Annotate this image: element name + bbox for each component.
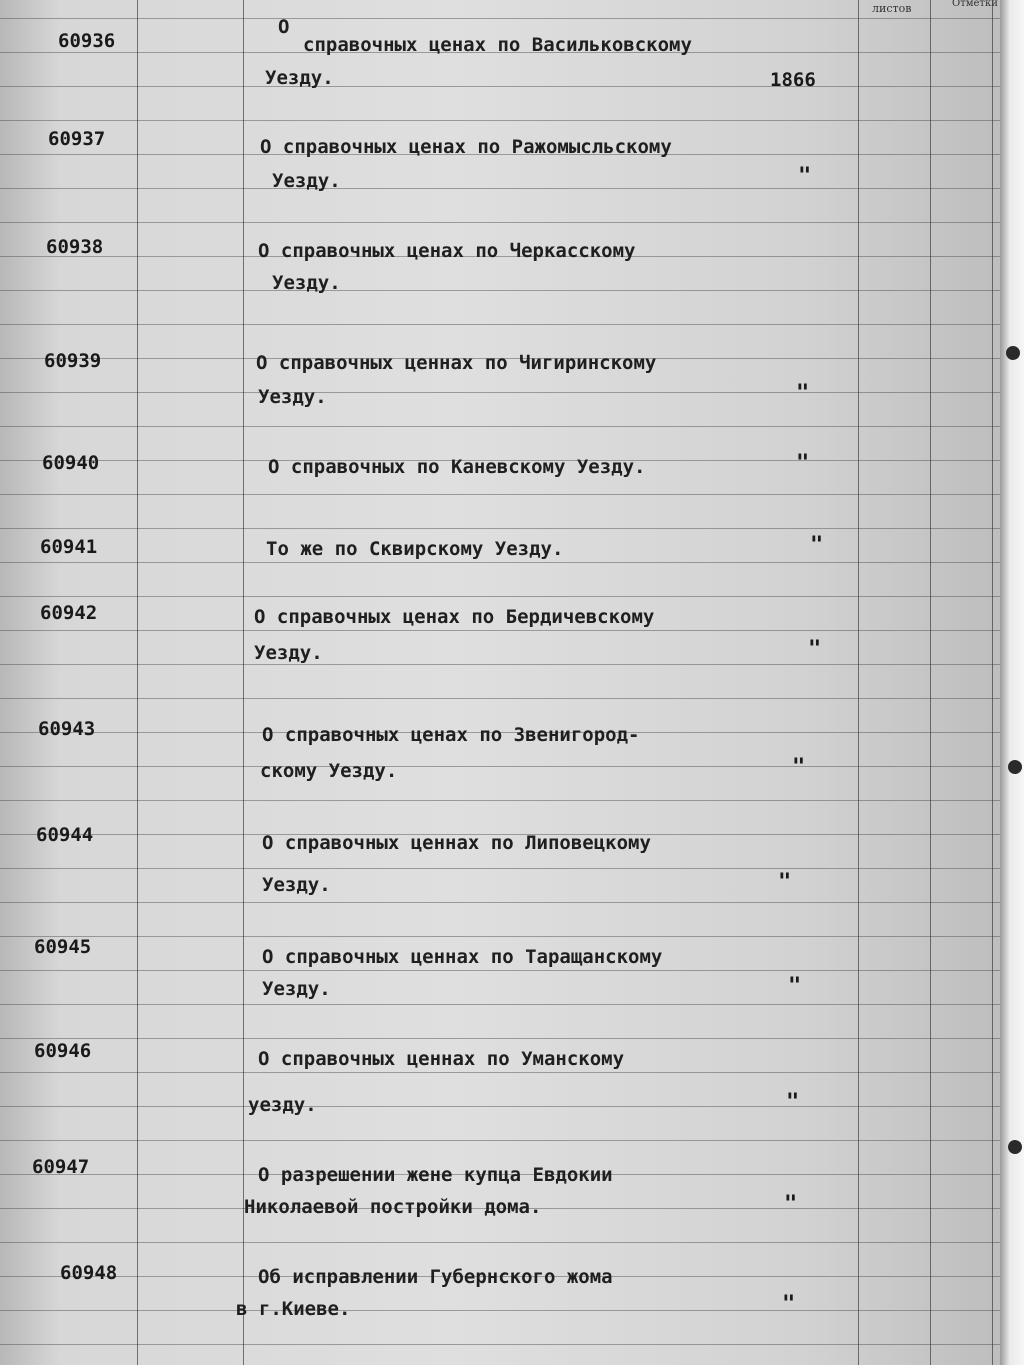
entry-title-line: О справочных по Каневскому Уезду. bbox=[268, 456, 646, 478]
ditto-mark: " bbox=[784, 1192, 798, 1217]
column-divider-sheets bbox=[930, 0, 931, 1365]
entry-title-line: Уезду. bbox=[272, 272, 341, 294]
entry-title-line: О bbox=[278, 16, 290, 38]
entry-title-line: Об исправлении Губернского жома bbox=[258, 1266, 613, 1288]
binding-hole bbox=[1008, 1140, 1022, 1154]
ditto-mark: " bbox=[810, 533, 824, 558]
entry-title-line: скому Уезду. bbox=[260, 760, 398, 782]
entry-title-line: Николаевой постройки дома. bbox=[244, 1196, 542, 1218]
entry-title-line: Уезду. bbox=[262, 874, 331, 896]
ditto-mark: " bbox=[796, 381, 810, 406]
entry-title-line: Уезду. bbox=[265, 67, 334, 89]
page-edge bbox=[1000, 0, 1024, 1365]
entry-number: 60940 bbox=[42, 452, 100, 474]
header-notes: Отметки bbox=[952, 0, 998, 9]
entry-title-line: О разрешении жене купца Евдокии bbox=[258, 1164, 613, 1186]
entry-number: 60936 bbox=[58, 30, 116, 52]
binding-hole bbox=[1008, 760, 1022, 774]
entry-number: 60946 bbox=[34, 1040, 92, 1062]
ditto-mark: " bbox=[798, 164, 812, 189]
entry-title-line: О справочных ценах по Ражомысльскому bbox=[260, 136, 672, 158]
ditto-mark: " bbox=[786, 1090, 800, 1115]
entry-title-line: уезду. bbox=[248, 1094, 317, 1116]
entry-title-line: Уезду. bbox=[254, 642, 323, 664]
entry-year: 1866 bbox=[770, 69, 816, 91]
entry-number: 60941 bbox=[40, 536, 98, 558]
entry-number: 60947 bbox=[32, 1156, 90, 1178]
entry-title-line: в г.Киеве. bbox=[236, 1298, 351, 1320]
ditto-mark: " bbox=[782, 1292, 796, 1317]
entry-title-line: О справочных ценнах по Уманскому bbox=[258, 1048, 625, 1070]
ditto-mark: " bbox=[796, 451, 810, 476]
entry-number: 60944 bbox=[36, 824, 94, 846]
entry-number: 60948 bbox=[60, 1262, 118, 1284]
entry-title-line: О справочных ценнах по Чигиринскому bbox=[256, 352, 657, 374]
entry-title-line: Уезду. bbox=[272, 170, 341, 192]
binding-hole bbox=[1006, 346, 1020, 360]
ditto-mark: " bbox=[788, 974, 802, 999]
column-divider-dates bbox=[858, 0, 859, 1365]
entry-number: 60937 bbox=[48, 128, 106, 150]
header-sheets: листов bbox=[872, 2, 912, 15]
entry-number: 60938 bbox=[46, 236, 104, 258]
column-divider-notes bbox=[992, 0, 993, 1365]
ditto-mark: " bbox=[778, 870, 792, 895]
ditto-mark: " bbox=[792, 755, 806, 780]
entry-title-line: справочных ценах по Васильковскому bbox=[303, 34, 692, 56]
entry-number: 60939 bbox=[44, 350, 102, 372]
entry-title-line: О справочных ценнах по Таращанскому bbox=[262, 946, 663, 968]
column-divider-title bbox=[243, 0, 244, 1365]
entry-number: 60942 bbox=[40, 602, 98, 624]
entry-title-line: О справочных ценах по Черкасскому bbox=[258, 240, 636, 262]
entry-number: 60943 bbox=[38, 718, 96, 740]
entry-number: 60945 bbox=[34, 936, 92, 958]
entry-title-line: То же по Сквирскому Уезду. bbox=[266, 538, 564, 560]
column-divider-number bbox=[137, 0, 138, 1365]
entry-title-line: О справочных ценах по Бердичевскому bbox=[254, 606, 655, 628]
entry-title-line: О справочных ценнах по Липовецкому bbox=[262, 832, 651, 854]
entry-title-line: Уезду. bbox=[258, 386, 327, 408]
entry-title-line: Уезду. bbox=[262, 978, 331, 1000]
ditto-mark: " bbox=[808, 637, 822, 662]
entry-title-line: О справочных ценах по Звенигород- bbox=[262, 724, 640, 746]
